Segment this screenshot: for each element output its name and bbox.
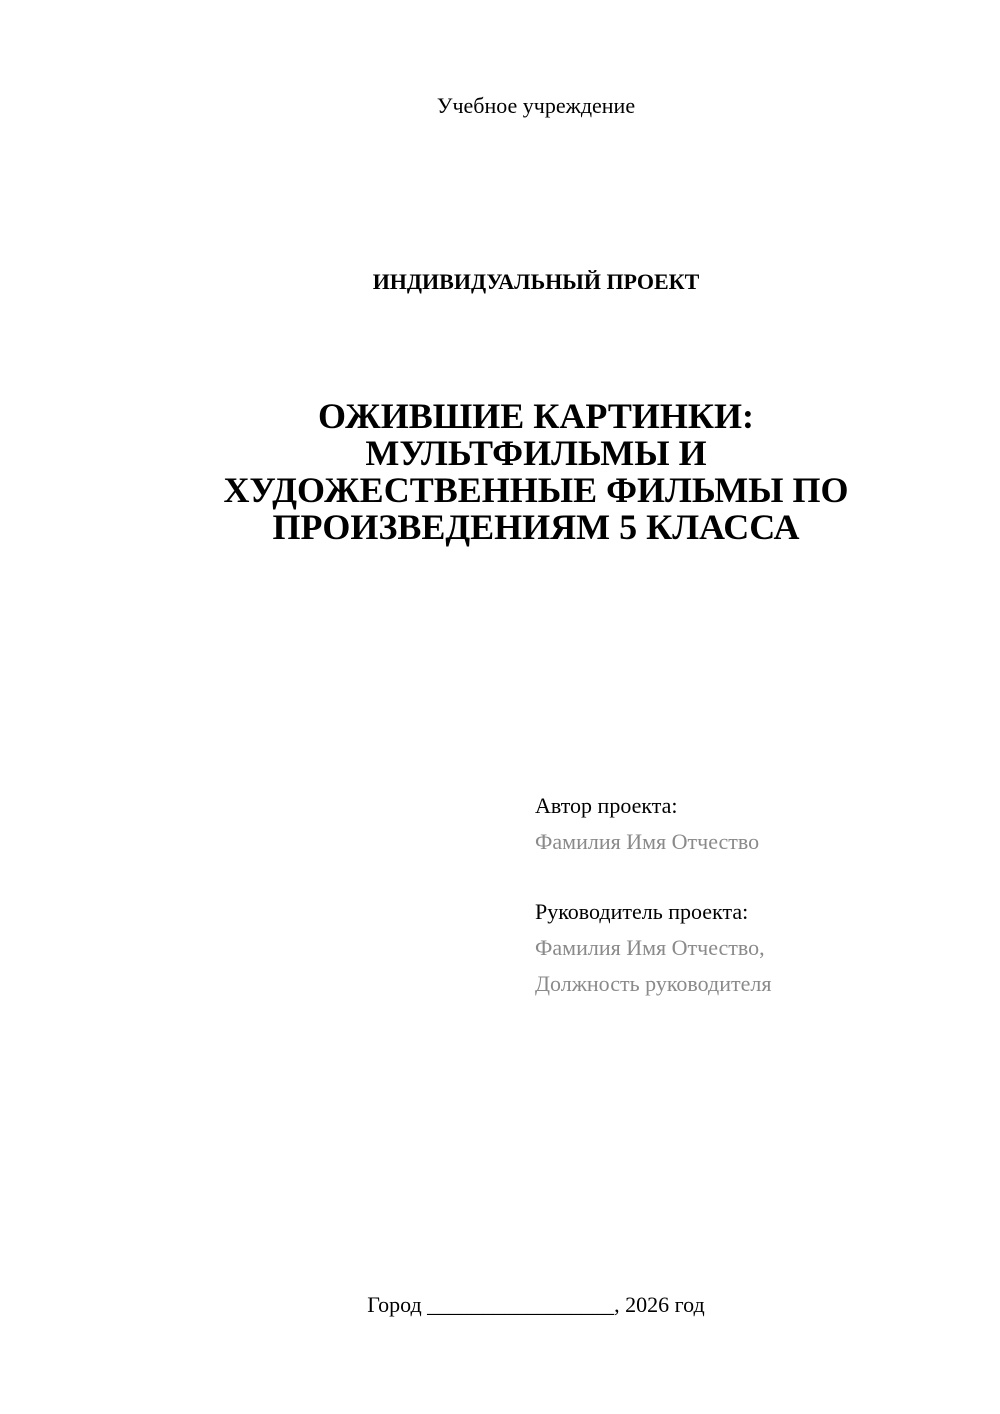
project-title-line: МУЛЬТФИЛЬМЫ И [365, 433, 707, 473]
author-label: Автор проекта: [535, 793, 678, 818]
supervisor-position: Должность руководителя [535, 971, 772, 996]
project-title-line: ХУДОЖЕСТВЕННЫЕ ФИЛЬМЫ ПО [223, 470, 849, 510]
author-name: Фамилия Имя Отчество [535, 829, 760, 854]
project-title-line: ПРОИЗВЕДЕНИЯМ 5 КЛАССА [272, 507, 800, 547]
project-title-line: ОЖИВШИЕ КАРТИНКИ: [318, 396, 754, 436]
supervisor-label: Руководитель проекта: [535, 899, 749, 924]
credits-block [535, 788, 975, 1002]
city-year-footer: Город _________________, 2026 год [367, 1292, 705, 1317]
supervisor-name: Фамилия Имя Отчество, [535, 935, 765, 960]
credits-spacer [535, 860, 975, 894]
project-title [150, 398, 922, 546]
project-type-heading: ИНДИВИДУАЛЬНЫЙ ПРОЕКТ [372, 269, 700, 294]
institution-name: Учебное учреждение [436, 93, 636, 118]
